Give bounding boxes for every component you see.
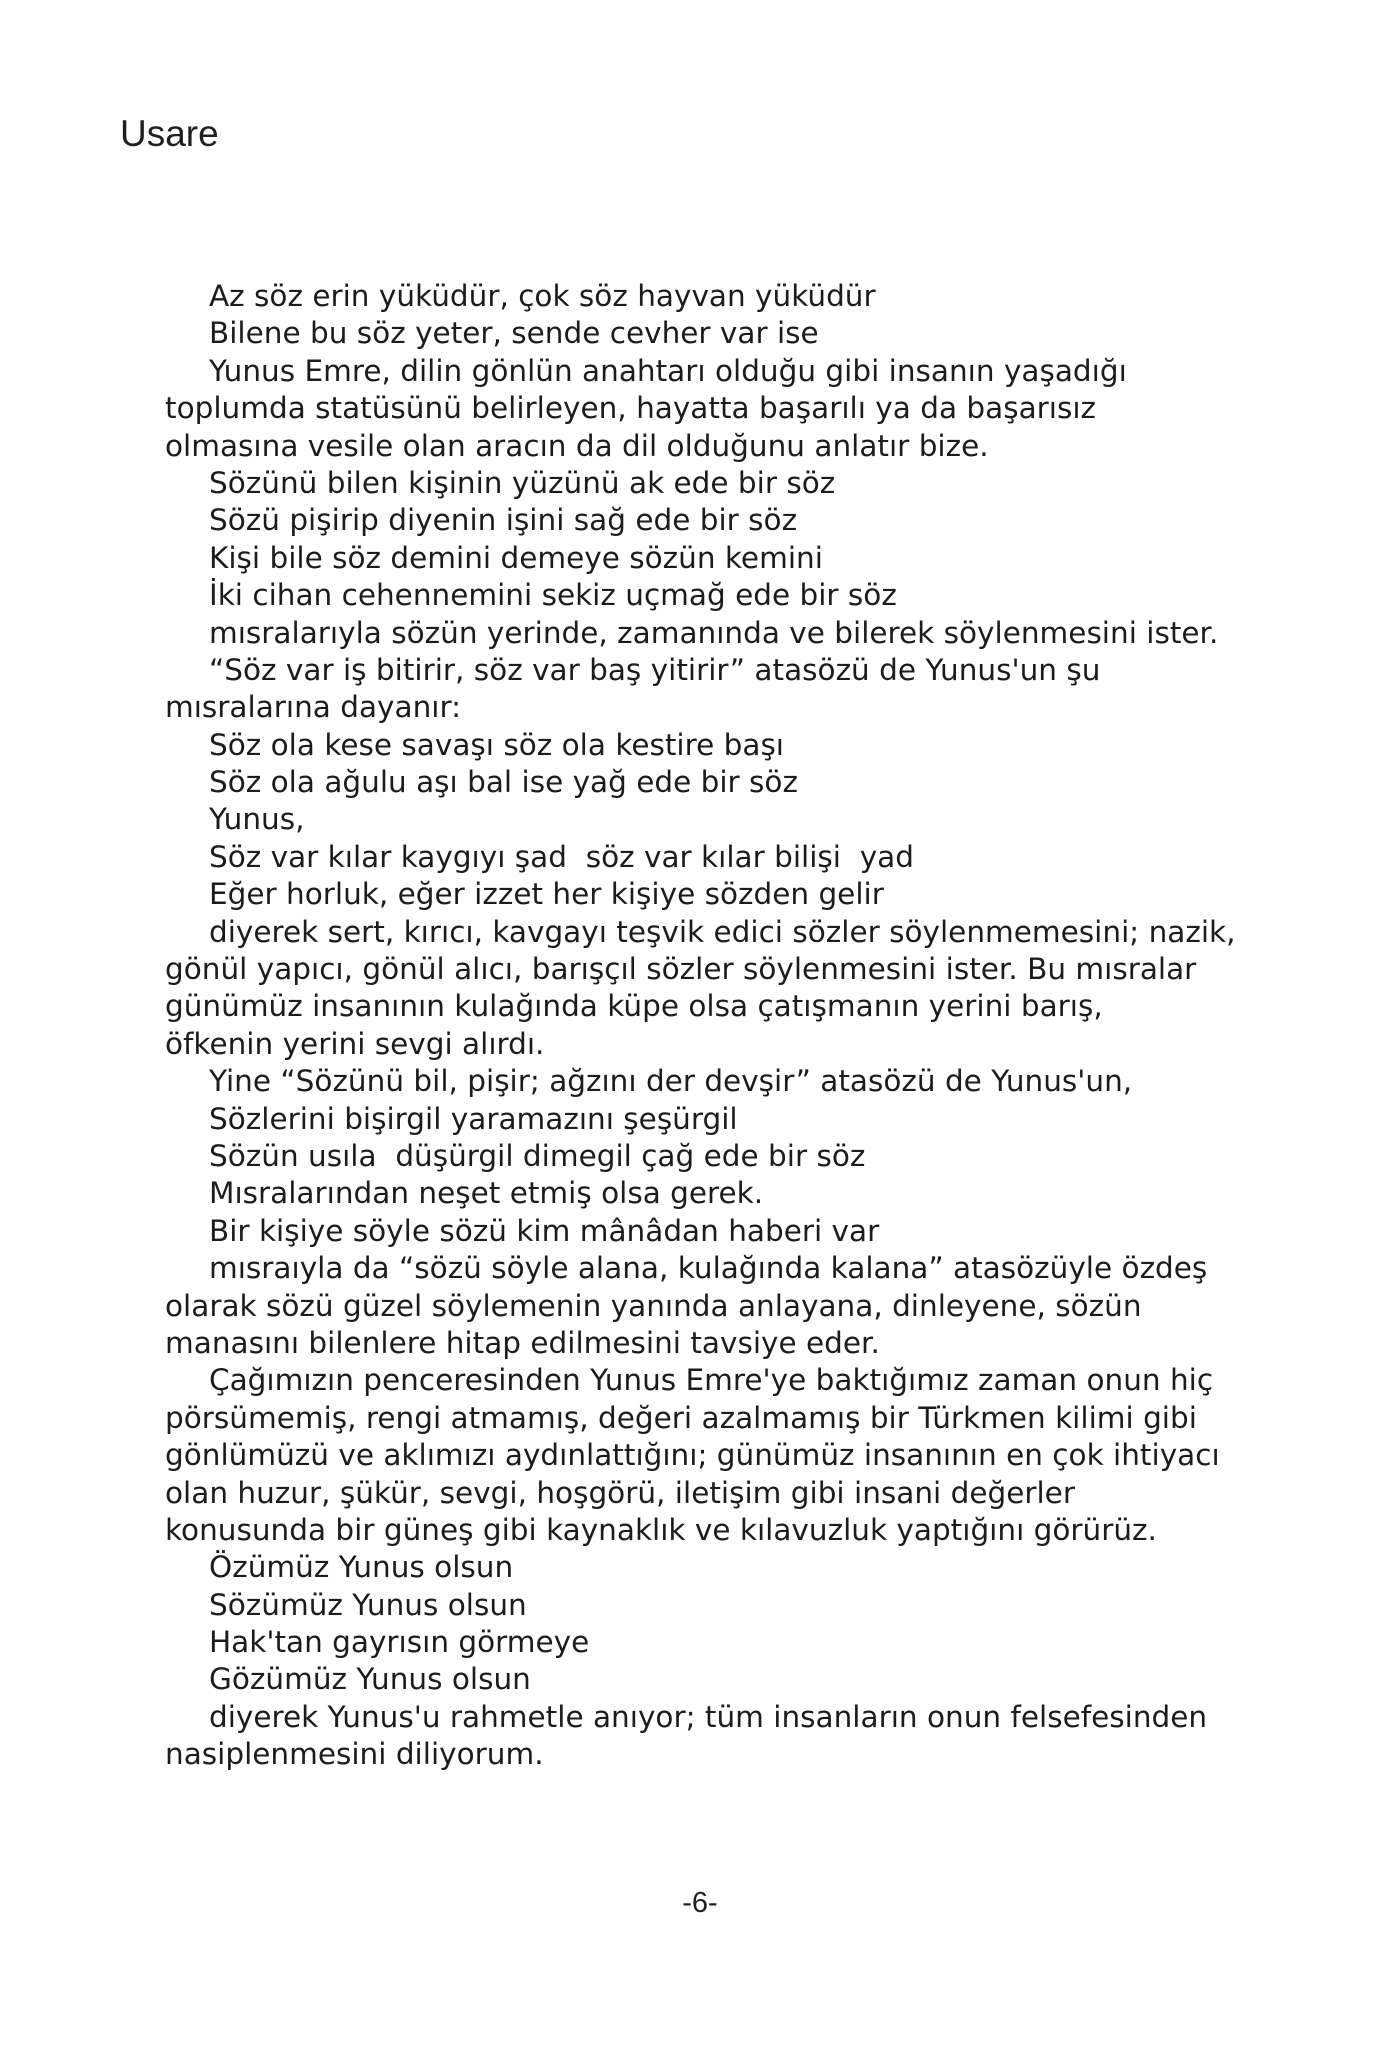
page-number: -6- bbox=[682, 1887, 718, 1919]
text-line: olarak sözü güzel söylemenin yanında anlayana, dinleyene, sözün bbox=[165, 1288, 1142, 1323]
text-line: Bir kişiye söyle sözü kim mânâdan haberi var bbox=[209, 1213, 880, 1248]
text-line: öfkenin yerini sevgi alırdı. bbox=[165, 1026, 545, 1061]
text-line: manasını bilenlere hitap edilmesini tavsiye eder. bbox=[165, 1325, 880, 1360]
text-line: Yine “Sözünü bil, pişir; ağzını der devşir” atasözü de Yunus'un, bbox=[209, 1064, 1133, 1099]
text-line: Sözün usıla düşürgil dimegil çağ ede bir söz bbox=[209, 1138, 866, 1173]
text-line: Az söz erin yüküdür, çok söz hayvan yüküdür bbox=[209, 279, 876, 313]
text-line: gönlümüzü ve aklımızı aydınlattığını; günümüz insanının en çok ihtiyacı bbox=[165, 1438, 1220, 1473]
text-line: Gözümüz Yunus olsun bbox=[209, 1662, 531, 1697]
text-line: Sözünü bilen kişinin yüzünü ak ede bir söz bbox=[209, 465, 836, 500]
body-text bbox=[165, 278, 1275, 1774]
text-line: Sözümüz Yunus olsun bbox=[209, 1587, 527, 1622]
text-line: Sözlerini bişirgil yaramazını şeşürgil bbox=[209, 1101, 738, 1136]
text-line: mısraıyla da “sözü söyle alana, kulağında kalana” atasözüyle özdeş bbox=[209, 1251, 1208, 1286]
text-line: Mısralarından neşet etmiş olsa gerek. bbox=[209, 1176, 764, 1211]
text-line: İki cihan cehennemini sekiz uçmağ ede bir söz bbox=[209, 578, 897, 613]
text-line: Yunus, bbox=[209, 802, 305, 837]
text-line: Söz ola ağulu aşı bal ise yağ ede bir söz bbox=[209, 765, 798, 800]
text-line: olmasına vesile olan aracın da dil olduğunu anlatır bize. bbox=[165, 428, 989, 463]
text-line: nasiplenmesini diliyorum. bbox=[165, 1737, 544, 1772]
text-line: diyerek sert, kırıcı, kavgayı teşvik edici sözler söylenmemesini; nazik, bbox=[209, 914, 1236, 949]
text-line: toplumda statüsünü belirleyen, hayatta başarılı ya da başarısız bbox=[165, 391, 1097, 426]
text-line: Hak'tan gayrısın görmeye bbox=[209, 1625, 590, 1660]
text-line: mısralarıyla sözün yerinde, zamanında ve bilerek söylenmesini ister. bbox=[209, 615, 1219, 650]
running-header: Usare bbox=[120, 113, 219, 154]
text-line: Bilene bu söz yeter, sende cevher var ise bbox=[209, 316, 819, 351]
text-line: Özümüz Yunus olsun bbox=[209, 1550, 514, 1585]
text-line: olan huzur, şükür, sevgi, hoşgörü, iletişim gibi insani değerler bbox=[165, 1475, 1075, 1510]
text-line: gönül yapıcı, gönül alıcı, barışçıl sözler söylenmesini ister. Bu mısralar bbox=[165, 952, 1197, 987]
text-line: Yunus Emre, dilin gönlün anahtarı olduğu gibi insanın yaşadığı bbox=[209, 353, 1127, 388]
text-line: Çağımızın penceresinden Yunus Emre'ye baktığımız zaman onun hiç bbox=[209, 1363, 1214, 1398]
text-line: “Söz var iş bitirir, söz var baş yitirir” atasözü de Yunus'un şu bbox=[209, 652, 1101, 687]
text-line: Eğer horluk, eğer izzet her kişiye sözden gelir bbox=[209, 877, 884, 912]
text-line: diyerek Yunus'u rahmetle anıyor; tüm insanların onun felsefesinden bbox=[209, 1699, 1208, 1734]
text-line: Kişi bile söz demini demeye sözün kemini bbox=[209, 540, 823, 575]
text-line: Sözü pişirip diyenin işini sağ ede bir söz bbox=[209, 503, 798, 538]
text-line: Söz ola kese savaşı söz ola kestire başı bbox=[209, 727, 785, 762]
text-line: mısralarına dayanır: bbox=[165, 690, 462, 725]
text-line: pörsümemiş, rengi atmamış, değeri azalmamış bir Türkmen kilimi gibi bbox=[165, 1400, 1197, 1435]
text-line: günümüz insanının kulağında küpe olsa çatışmanın yerini barış, bbox=[165, 989, 1103, 1024]
text-line: Söz var kılar kaygıyı şad söz var kılar bilişi yad bbox=[209, 839, 914, 874]
text-line: konusunda bir güneş gibi kaynaklık ve kılavuzluk yaptığını görürüz. bbox=[165, 1512, 1157, 1547]
